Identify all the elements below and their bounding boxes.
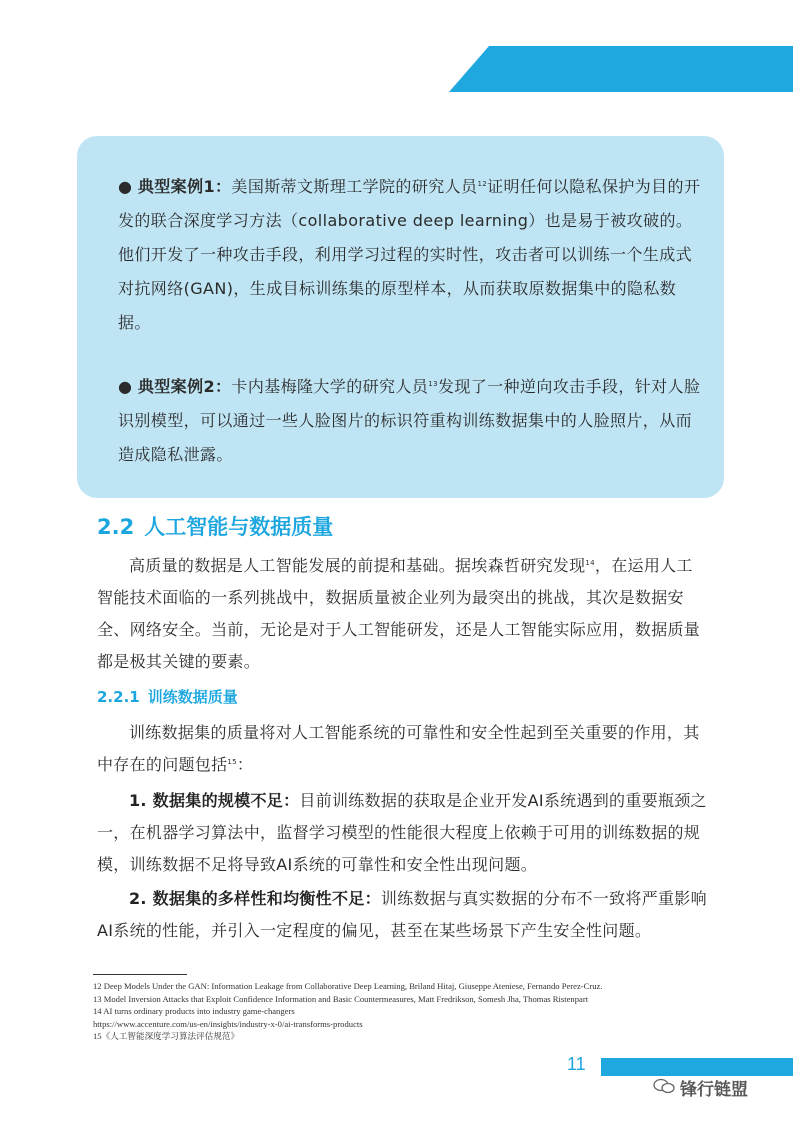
case-study-1 [118,170,708,340]
footnote-13: 13 Model Inversion Attacks that Exploit Confidence Information and Basic Countermeasures, Matt Fredrikson, Somesh Jha, Thomas Ristenpart [93,993,589,1004]
para-2-text-a: 训练数据集的质量将对人工智能系统的可靠性和安全性起到至关重要的作用，其中存在的问题包括 [97,723,700,774]
subsection-title: 训练数据质量 [147,688,238,706]
footnote-15: 15《人工智能深度学习算法评估规范》 [93,1031,240,1041]
para-3-text: 目前训练数据的获取是企业开发AI系统遇到的重要瓶颈之一，在机器学习算法中，监督学习模型的性能很大程度上依赖于可用的训练数据的规模，训练数据不足将导致AI系统的可靠性和安全性出现问题。 [97,791,707,874]
section-title: 人工智能与数据质量 [144,515,334,539]
footnote-ref-15[interactable]: 15 [227,758,237,766]
footnote-divider [93,974,187,975]
footer-accent-bar [601,1058,793,1076]
section-heading [97,511,333,541]
paragraph-dataset-diversity [97,883,707,947]
paragraph-dataset-scale [97,785,707,881]
case-1-text-a: 美国斯蒂文斯理工学院的研究人员 [231,177,478,196]
footnote-ref-14[interactable]: 14 [585,559,595,567]
footnote-14: 14 AI turns ordinary products into industry game-changers [93,1006,295,1016]
bullet-icon: ● [118,377,133,396]
case-2-label: 典型案例2： [137,377,232,396]
footnote-ref-12[interactable]: 12 [477,180,488,188]
section-number: 2.2 [97,515,135,539]
case-2-text-a: 卡内基梅隆大学的研究人员 [231,377,429,396]
page-number: 11 [567,1054,586,1074]
subsection-number: 2.2.1 [97,688,140,706]
wechat-icon [653,1078,675,1094]
header-accent-bar [449,46,793,92]
footnotes [93,980,743,1043]
para-4-text: 训练数据与真实数据的分布不一致将严重影响AI系统的性能，并引入一定程度的偏见，甚至在某些场景下产生安全性问题。 [97,889,707,940]
para-1-text-b: ，在运用人工智能技术面临的一系列挑战中，数据质量被企业列为最突出的挑战，其次是数据安全、网络安全。当前，无论是对于人工智能研发，还是人工智能实际应用，数据质量都是极其关键的要素。 [97,556,701,671]
case-2-text-b: 发现了一种逆向攻击手段，针对人脸识别模型，可以通过一些人脸图片的标识符重构训练数据集中的人脸照片，从而造成隐私泄露。 [118,377,701,464]
case-study-2 [118,370,708,472]
paragraph-data-quality [97,550,707,678]
para-1-text-a: 高质量的数据是人工智能发展的前提和基础。据埃森哲研究发现 [129,556,586,575]
para-2-text-b: ： [236,755,254,774]
footnote-12: 12 Deep Models Under the GAN: Information Leakage from Collaborative Deep Learning, Briland Hitaj, Giuseppe Ateniese, Fernando Perez-Cruz. [93,981,603,991]
footnote-ref-13[interactable]: 13 [428,380,438,388]
case-1-text-b: 证明任何以隐私保护为目的开发的联合深度学习方法（collaborative deep learning）也是易于被攻破的。他们开发了一种攻击手段，利用学习过程的实时性，攻击者可以训练一个生成式对抗网络(GAN)，生成目标训练集的原型样本，从而获取原数据集中的隐私数据。 [118,177,701,332]
para-3-label: 1. 数据集的规模不足： [129,791,300,810]
footnote-14-url[interactable]: https://www.accenture.com/us-en/insights/industry-x-0/ai-transforms-products [93,1018,363,1029]
subsection-heading [97,686,238,707]
para-4-label: 2. 数据集的多样性和均衡性不足： [129,889,381,908]
paragraph-training-data [97,717,707,781]
bullet-icon: ● [118,177,133,196]
watermark-text: 锋行链盟 [680,1080,748,1100]
case-1-label: 典型案例1： [137,177,232,196]
